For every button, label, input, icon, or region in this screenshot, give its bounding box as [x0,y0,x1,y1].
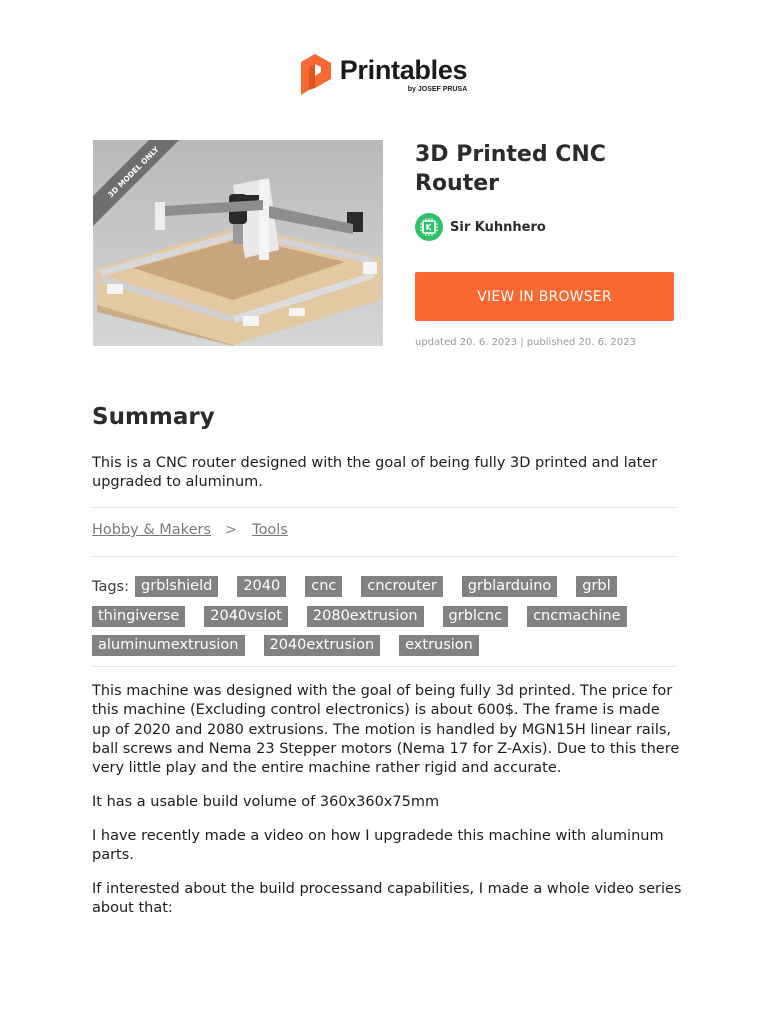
printables-logo[interactable] [301,54,468,96]
breadcrumb-item-tools[interactable]: Tools [252,522,288,538]
circuit-avatar-icon [415,213,443,241]
divider [92,666,676,667]
tag[interactable]: grblarduino [462,576,557,597]
printables-logo-icon [301,54,331,96]
tag[interactable]: 2080extrusion [307,606,424,627]
model-image[interactable] [93,140,383,346]
tag[interactable]: 2040 [237,576,286,597]
tag[interactable]: cnc [305,576,342,597]
brand-name: Printables [339,55,468,85]
description-paragraph: It has a usable build volume of 360x360x75mm [92,793,440,810]
description-paragraph: This machine was designed with the goal of being fully 3d printed. The price for this machine (Excluding control electronics) is about 600$. The frame is made up of 2020 and 2080 extrusions. The motion is handled by MGN15H linear rails, ball screws and Nema 23 Stepper motors (Nema 17 for Z-Axis). Due to this there very little play and the entire machine rather rigid and accurate. [92,683,680,777]
brand-byline: by JOSEF PRUSA [407,86,468,93]
summary-heading: Summary [92,404,215,430]
author[interactable] [415,213,546,241]
tag-list [92,572,682,661]
tag[interactable]: grblshield [135,576,218,597]
tag[interactable]: extrusion [399,635,479,656]
model-title[interactable]: 3D Printed CNC Router [415,142,606,196]
image-ribbon-label: 3D MODEL ONLY [106,144,161,200]
tag[interactable]: 2040extrusion [264,635,381,656]
author-name: Sir Kuhnhero [450,219,546,235]
breadcrumb-separator: > [225,522,238,538]
model-description [92,682,682,933]
description-paragraph: If interested about the build processand capabilities, I made a whole video series about that: [92,880,682,917]
breadcrumb-item-hobby-makers[interactable]: Hobby & Makers [92,522,212,538]
tag[interactable]: aluminumextrusion [92,635,245,656]
divider [92,556,676,557]
header [0,54,768,96]
breadcrumb [92,522,288,538]
view-in-browser-button[interactable]: VIEW IN BROWSER [415,272,674,321]
description-paragraph: I have recently made a video on how I upgradede this machine with aluminum parts. [92,827,664,864]
tag[interactable]: cncmachine [527,606,626,627]
tag[interactable]: grblcnc [443,606,509,627]
tag[interactable]: 2040vslot [204,606,288,627]
divider [92,507,676,508]
tag[interactable]: grbl [576,576,616,597]
tag[interactable]: thingiverse [92,606,185,627]
summary-text: This is a CNC router designed with the goal of being fully 3D printed and later upgraded to aluminum. [92,455,658,490]
model-dates: updated 20. 6. 2023 | published 20. 6. 2023 [415,337,636,348]
tag[interactable]: cncrouter [361,576,442,597]
tags-label: Tags: [92,578,129,595]
